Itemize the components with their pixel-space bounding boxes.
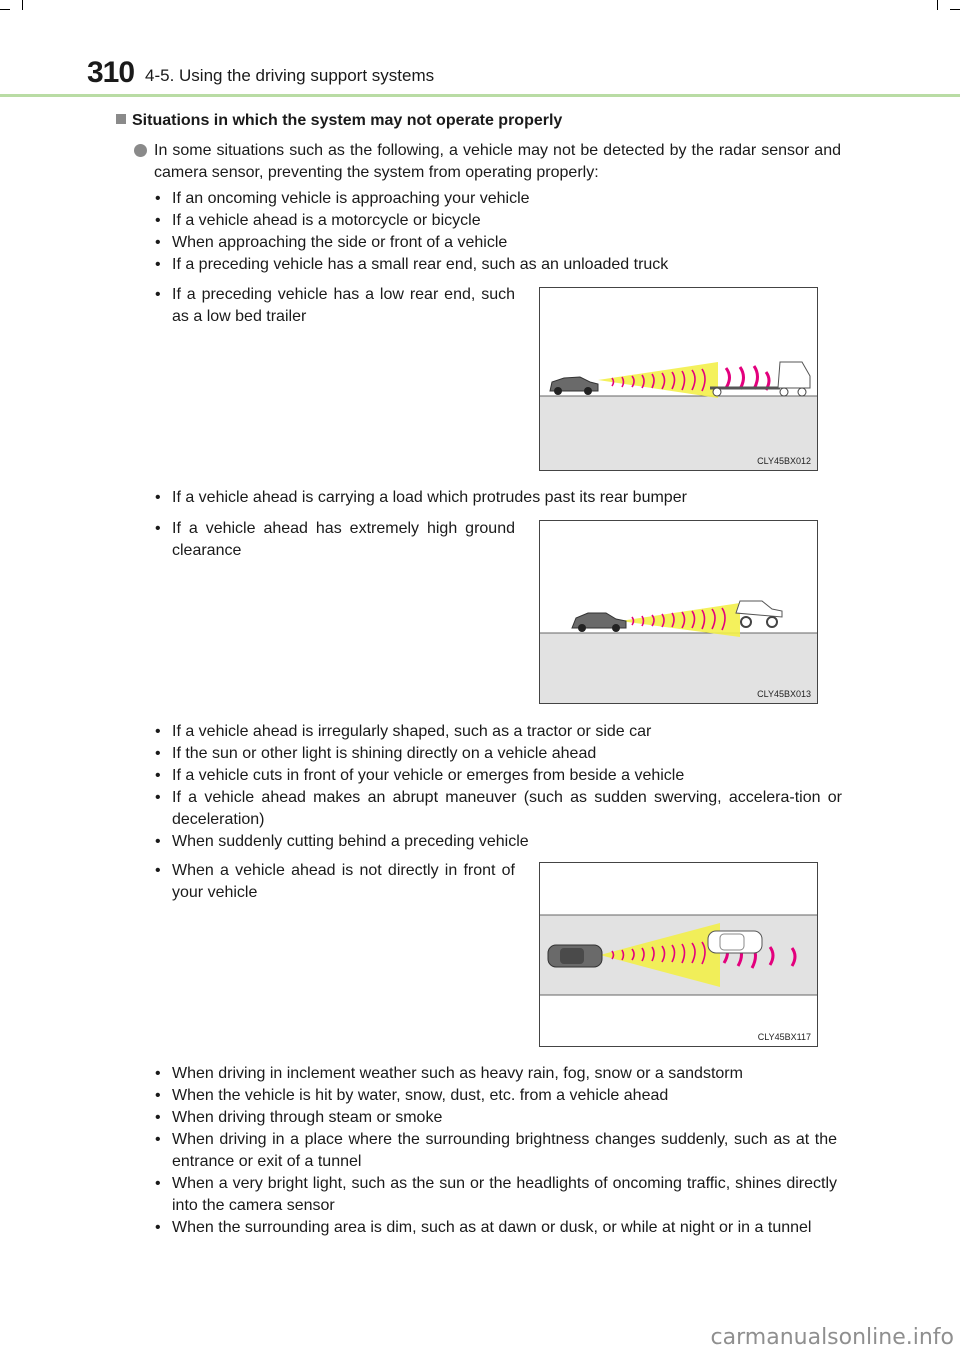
crop-mark xyxy=(0,9,10,10)
list-item: • When driving in inclement weather such as heavy rain, fog, snow or a sandstorm xyxy=(155,1063,837,1085)
figure-code: CLY45BX012 xyxy=(757,456,811,466)
figure-caption-text: • When a vehicle ahead is not directly in front of your vehicle xyxy=(172,862,515,901)
figure-offset-vehicle xyxy=(539,862,818,1047)
header-rule xyxy=(0,94,960,97)
bullet-list xyxy=(155,1063,837,1239)
chapter-title: 4-5. Using the driving support systems xyxy=(145,66,435,85)
square-bullet-icon xyxy=(116,114,126,124)
circle-bullet-icon xyxy=(134,144,147,157)
bullet-list xyxy=(155,188,668,276)
figure-high-clearance xyxy=(539,520,818,704)
list-item: • If a vehicle cuts in front of your vehicle or emerges from beside a vehicle xyxy=(155,765,842,787)
figure-caption xyxy=(155,284,515,328)
list-item: • If the sun or other light is shining directly on a vehicle ahead xyxy=(155,743,842,765)
illustration-low-bed-trailer xyxy=(540,288,817,470)
list-item: • When approaching the side or front of a vehicle xyxy=(155,232,668,254)
list-item: • When a very bright light, such as the sun or the headlights of oncoming traffic, shines directly into the camera sensor xyxy=(155,1173,837,1217)
figure-code: CLY45BX013 xyxy=(757,689,811,699)
crop-mark xyxy=(22,0,23,10)
list-item: • When suddenly cutting behind a preceding vehicle xyxy=(155,831,842,853)
list-item: • If a vehicle ahead makes an abrupt maneuver (such as sudden swerving, accelera-tion or deceleration) xyxy=(155,787,842,831)
figure-caption-text: • If a preceding vehicle has a low rear end, such as a low bed trailer xyxy=(172,286,515,325)
crop-mark xyxy=(950,9,960,10)
figure-caption xyxy=(155,860,515,904)
figure-low-bed-trailer xyxy=(539,287,818,471)
lead-text: In some situations such as the following, a vehicle may not be detected by the radar sensor and camera sensor, preventing the system from operating properly: xyxy=(154,142,841,181)
list-item: • If a vehicle ahead is irregularly shaped, such as a tractor or side car xyxy=(155,721,842,743)
list-item: • When the surrounding area is dim, such as at dawn or dusk, or while at night or in a tunnel xyxy=(155,1217,837,1239)
bullet-list xyxy=(155,487,687,509)
watermark: carmanualsonline.info xyxy=(710,1325,954,1350)
bullet-list xyxy=(155,721,842,853)
list-item: • If a vehicle ahead is a motorcycle or bicycle xyxy=(155,210,668,232)
list-item: • If an oncoming vehicle is approaching your vehicle xyxy=(155,188,668,210)
illustration-offset-vehicle xyxy=(540,863,817,1046)
figure-caption-text: • If a vehicle ahead has extremely high ground clearance xyxy=(172,520,515,559)
list-item: • When driving in a place where the surrounding brightness changes suddenly, such as at the entrance or exit of a tunnel xyxy=(155,1129,837,1173)
list-item: • When driving through steam or smoke xyxy=(155,1107,837,1129)
lead-paragraph xyxy=(135,140,841,184)
section-heading xyxy=(116,112,562,130)
page-number: 310 xyxy=(87,56,135,89)
list-item: • If a preceding vehicle has a small rear end, such as an unloaded truck xyxy=(155,254,668,276)
section-heading-text: Situations in which the system may not operate properly xyxy=(132,112,563,129)
list-item: • If a vehicle ahead is carrying a load which protrudes past its rear bumper xyxy=(155,487,687,509)
figure-caption xyxy=(155,518,515,562)
crop-mark xyxy=(937,0,938,10)
illustration-high-clearance xyxy=(540,521,817,703)
figure-code: CLY45BX117 xyxy=(757,1032,811,1042)
list-item: • When the vehicle is hit by water, snow, dust, etc. from a vehicle ahead xyxy=(155,1085,837,1107)
